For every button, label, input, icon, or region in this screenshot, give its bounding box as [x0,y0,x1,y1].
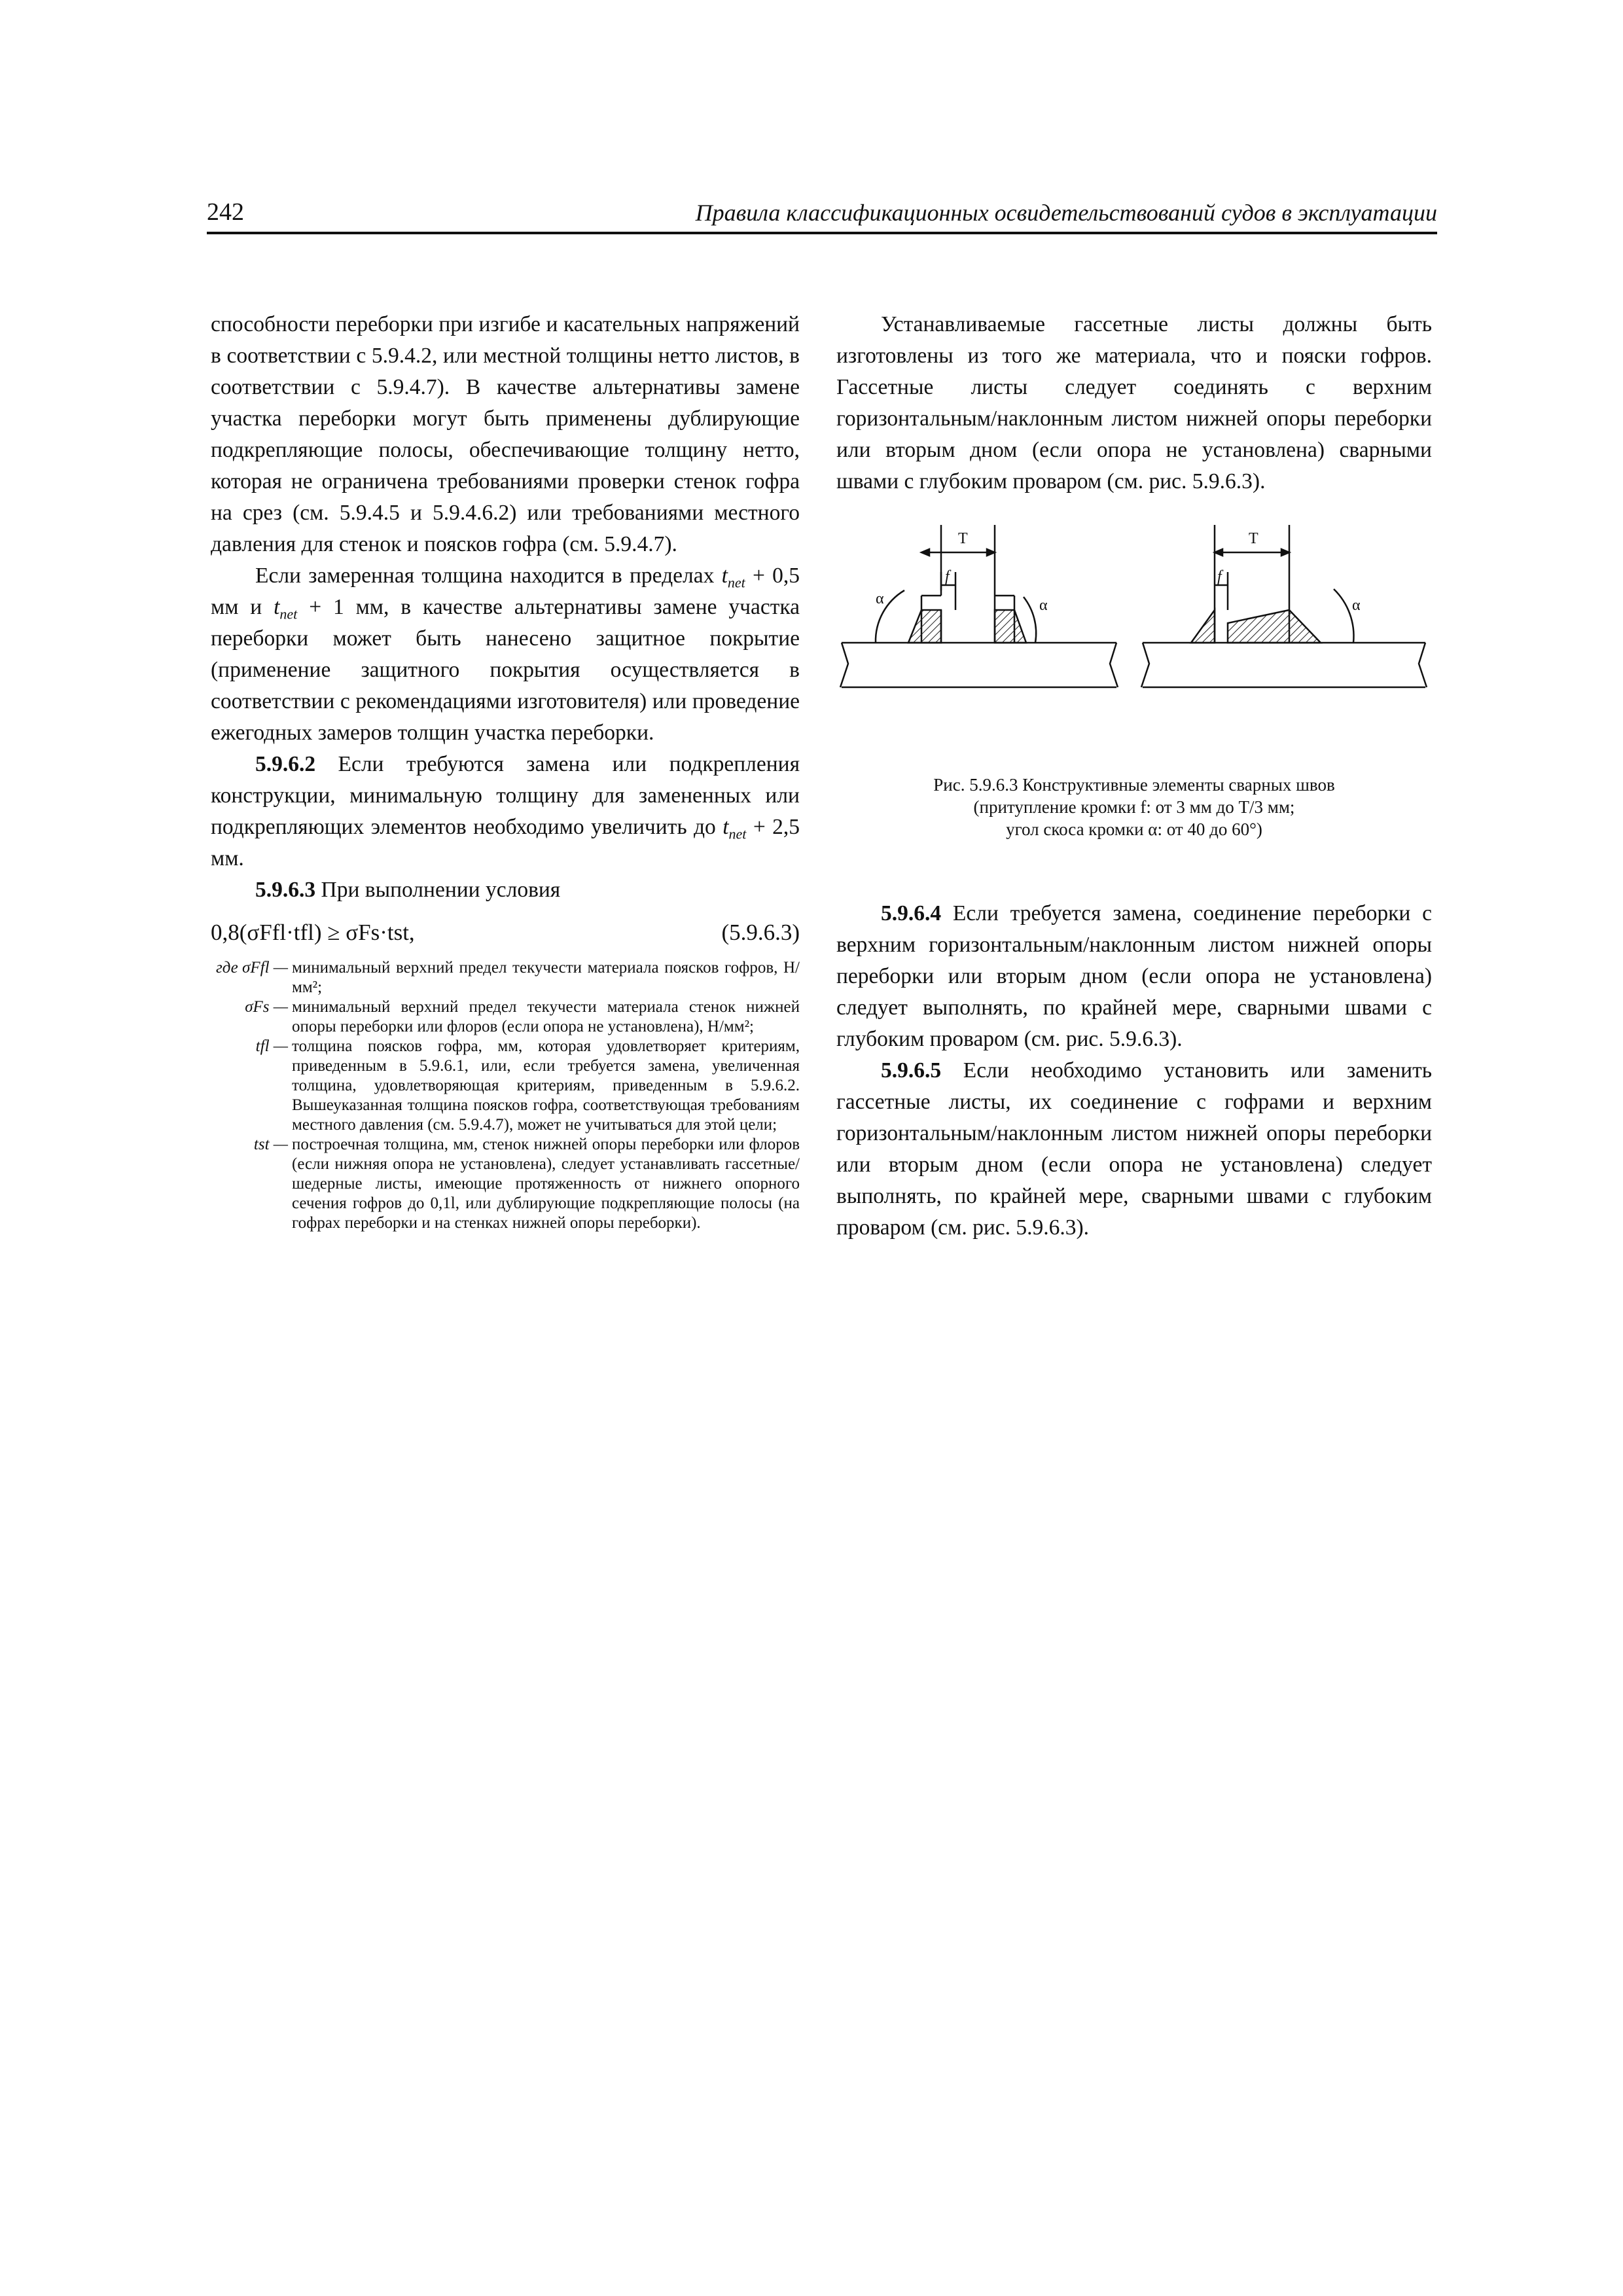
definition-item: где σFfl — минимальный верхний предел текучести материала поясков гофров, Н/мм²; [215,959,800,996]
definition-item: tst — построечная толщина, мм, стенок нижней опоры переборки или флоров (если нижняя опора не установлена), следует устанавливать гассетные/шедерные листы, имеющие протяженность от нижнего опорного сечения гофров до 0,1l, или дублирующие подкрепляющие полосы (на гофрах переборки и на стенках нижней опоры переборки). [253,1136,800,1232]
definition-item: tfl — толщина поясков гофра, мм, которая удовлетворяет критериям, приведенным в 5.9.6.1, или, если требуется замена, увеличенная толщина, удовлетворяющая критериям, приведенным в 5.9.6.2. Вышеуказанная толщина поясков гофра, соответствующая требованиям местного давления (см. 5.9.4.7), может не учитываться для этой цели; [255,1037,800,1134]
label-T: T [958,530,968,547]
paragraph-5-9-6-3: 5.9.6.3 При выполнении условия [255,878,561,902]
formula-5-9-6-3 [211,915,800,950]
formula-number: (5.9.6.3) [721,920,800,945]
svg-text:α: α [1352,597,1361,614]
weld-joint-diagram [836,512,1432,774]
svg-text:T: T [1249,530,1258,547]
figure-caption: Рис. 5.9.6.3 Конструктивные элементы сварных швов (притупление кромки f: от 3 мм до T/3 мм; угол скоса кромки α: от 40 до 60°) [933,775,1335,839]
paragraph-5-9-6-2: 5.9.6.2 Если требуются замена или подкрепления конструкции, минимальную толщину для замененных или подкрепляющих элементов необходимо увеличить до $t_{net} + 2,5$ мм. [211,752,800,870]
svg-text:f: f [1217,568,1222,585]
page-header [207,198,1437,232]
paragraph-continuation: способности переборки при изгибе и касательных напряжений в соответствии с 5.9.4.2, или местной толщины нетто листов, в соответствии с 5.9.4.7). В качестве альтернативы замене участка переборки могут быть применены дублирующие подкрепляющие полосы, обеспечивающие толщину нетто, которая не ограничена требованиями проверки стенок гофра на срез (см. 5.9.4.5 и 5.9.4.6.2) или требованиями местного давления для стенок и поясков гофра (см. 5.9.4.7). [211,312,800,556]
paragraph-gusset-plates: Устанавливаемые гассетные листы должны быть изготовлены из того же материала, что и пояски гофров. Гассетные листы следует соединять с верхним горизонтальным/наклонным листом нижней опоры переборки или вторым дном (если опора не установлена) сварными швами с глубоким проваром (см. рис. 5.9.6.3). [836,312,1432,493]
paragraph-tnet: Если замеренная толщина находится в пределах $t_{net} + 0,5$ мм и $t_{net} + 1$ мм, в качестве альтернативы замене участка переборки может быть нанесено защитное покрытие (применение защитного покрытия осуществляется в соответствии с рекомендациями изготовителя) или проведение ежегодных замеров толщин участка переборки. [211,564,800,745]
section-number: 5.9.6.5 [881,1058,942,1083]
right-column [836,309,1432,1244]
section-number: 5.9.6.3 [255,878,316,902]
paragraph-5-9-6-5: 5.9.6.5 Если необходимо установить или заменить гассетные листы, их соединение с гофрами и верхним горизонтальным/наклонным листом нижней опоры переборки или вторым дном (если опора не установлена) следует выполнять, по крайней мере, сварными швами с глубоким проваром (см. рис. 5.9.6.3). [836,1058,1432,1240]
running-title: Правила классификационных освидетельствований судов в эксплуатации [695,200,1437,226]
definition-item: σFs — минимальный верхний предел текучести материала стенок нижней опоры переборки или флоров (если опора не установлена), Н/мм²; [245,998,800,1035]
section-number: 5.9.6.4 [881,901,942,925]
page-number: 242 [207,198,244,226]
formula-expression: 0,8(σFfl·tfl) ≥ σFs·tst, [211,920,415,945]
svg-text:α: α [876,590,884,607]
svg-text:α: α [1039,597,1048,614]
formula-definitions [211,958,800,1233]
svg-text:f: f [945,568,950,585]
left-column [211,309,800,1233]
header-rule [207,232,1437,234]
weld-figure [836,512,1432,898]
section-number: 5.9.6.2 [255,752,316,776]
paragraph-5-9-6-4: 5.9.6.4 Если требуется замена, соединение переборки с верхним горизонтальным/наклонным листом нижней опоры переборки или вторым дном (если опора не установлена) следует выполнять, по крайней мере, сварными швами с глубоким проваром (см. рис. 5.9.6.3). [836,901,1432,1051]
